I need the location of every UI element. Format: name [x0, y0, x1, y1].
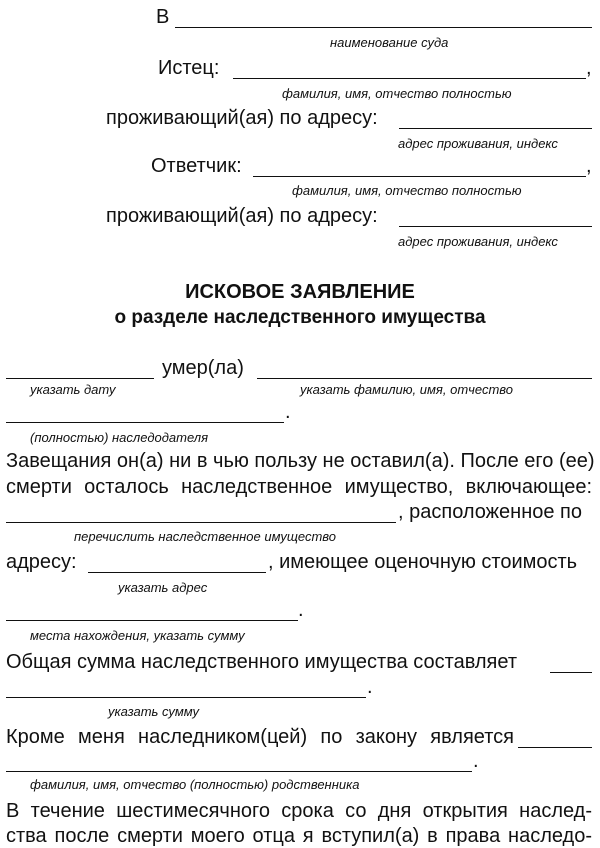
- address-label: адресу:: [6, 551, 77, 573]
- defendant-address-label: проживающий(ая) по адресу:: [106, 205, 378, 227]
- para1-line2-text: смерти осталось наследственное имущество, включающее:: [6, 476, 592, 498]
- plaintiff-address-row: [0, 106, 600, 130]
- para1-line2: [0, 475, 600, 499]
- death-date-blank[interactable]: [6, 378, 154, 379]
- heir-continuation-row: [0, 749, 600, 773]
- location-sum-row: [0, 598, 600, 622]
- name-hint: указать фамилию, имя, отчество: [300, 382, 514, 397]
- defendant-label: Ответчик:: [151, 155, 242, 177]
- total-row: [0, 650, 600, 674]
- plaintiff-address-hint: адрес проживания, индекс: [398, 136, 558, 151]
- plaintiff-row: [0, 56, 600, 80]
- relative-hint: фамилия, имя, отчество (полностью) родственника: [30, 777, 360, 792]
- plaintiff-comma: ,: [586, 57, 592, 79]
- location-sum-blank[interactable]: [6, 620, 298, 621]
- testator-blank[interactable]: [6, 422, 284, 423]
- heir-row: [0, 725, 600, 749]
- para1-line1-text: Завещания он(а) ни в чью пользу не оставил(а). После его (ее): [6, 450, 595, 472]
- deceased-name-blank[interactable]: [257, 378, 592, 379]
- died-label: умер(ла): [162, 357, 244, 379]
- date-hint: указать дату: [30, 382, 116, 397]
- total-period: .: [367, 676, 373, 698]
- defendant-address-row: [0, 204, 600, 228]
- address-row: [0, 550, 600, 574]
- plaintiff-blank[interactable]: [233, 78, 586, 79]
- total-blank[interactable]: [6, 697, 366, 698]
- defendant-row: [0, 154, 600, 178]
- document-title: ИСКОВОЕ ЗАЯВЛЕНИЕ: [185, 281, 415, 303]
- location-sum-hint: места нахождения, указать сумму: [30, 628, 245, 643]
- property-row: [0, 500, 600, 524]
- heir-period: .: [473, 750, 479, 772]
- plaintiff-hint: фамилия, имя, отчество полностью: [282, 86, 512, 101]
- testator-hint: (полностью) наследодателя: [30, 430, 209, 445]
- para2-line1: [0, 799, 600, 823]
- located-text: , расположенное по: [398, 501, 583, 523]
- defendant-address-hint: адрес проживания, индекс: [398, 234, 558, 249]
- heir-text: Кроме меня наследником(цей) по закону является: [6, 726, 514, 748]
- total-text: Общая сумма наследственного имущества составляет: [6, 651, 517, 673]
- heir-blank-start[interactable]: [518, 747, 592, 748]
- para2-line1-text: В течение шестимесячного срока со дня открытия наслед-: [6, 800, 592, 822]
- location-sum-period: .: [298, 599, 304, 621]
- para2-line2-text: ства после смерти моего отца я вступил(а) в права наследо-: [6, 825, 592, 847]
- defendant-hint: фамилия, имя, отчество полностью: [292, 183, 522, 198]
- defendant-blank[interactable]: [253, 176, 586, 177]
- court-prefix: В: [156, 6, 170, 28]
- plaintiff-address-blank[interactable]: [399, 128, 592, 129]
- address-blank[interactable]: [88, 572, 266, 573]
- document-subtitle: о разделе наследственного имущества: [114, 307, 486, 328]
- court-blank[interactable]: [175, 27, 592, 28]
- total-blank-start[interactable]: [550, 672, 592, 673]
- testator-period: .: [285, 401, 291, 423]
- property-hint: перечислить наследственное имущество: [74, 529, 337, 544]
- testator-row: [0, 400, 600, 424]
- defendant-comma: ,: [586, 155, 592, 177]
- plaintiff-address-label: проживающий(ая) по адресу:: [106, 107, 378, 129]
- para2-line2: [0, 824, 600, 848]
- total-continuation-row: [0, 675, 600, 699]
- sum-hint: указать сумму: [108, 704, 200, 719]
- para1-line1: [0, 449, 600, 473]
- plaintiff-label: Истец:: [158, 57, 220, 79]
- defendant-address-blank[interactable]: [399, 226, 592, 227]
- court-row: [0, 5, 600, 29]
- address-hint: указать адрес: [118, 580, 208, 595]
- heir-blank[interactable]: [6, 771, 472, 772]
- court-hint: наименование суда: [330, 35, 449, 50]
- property-blank[interactable]: [6, 522, 396, 523]
- died-row: [0, 356, 600, 380]
- valuation-text: , имеющее оценочную стоимость: [268, 551, 578, 573]
